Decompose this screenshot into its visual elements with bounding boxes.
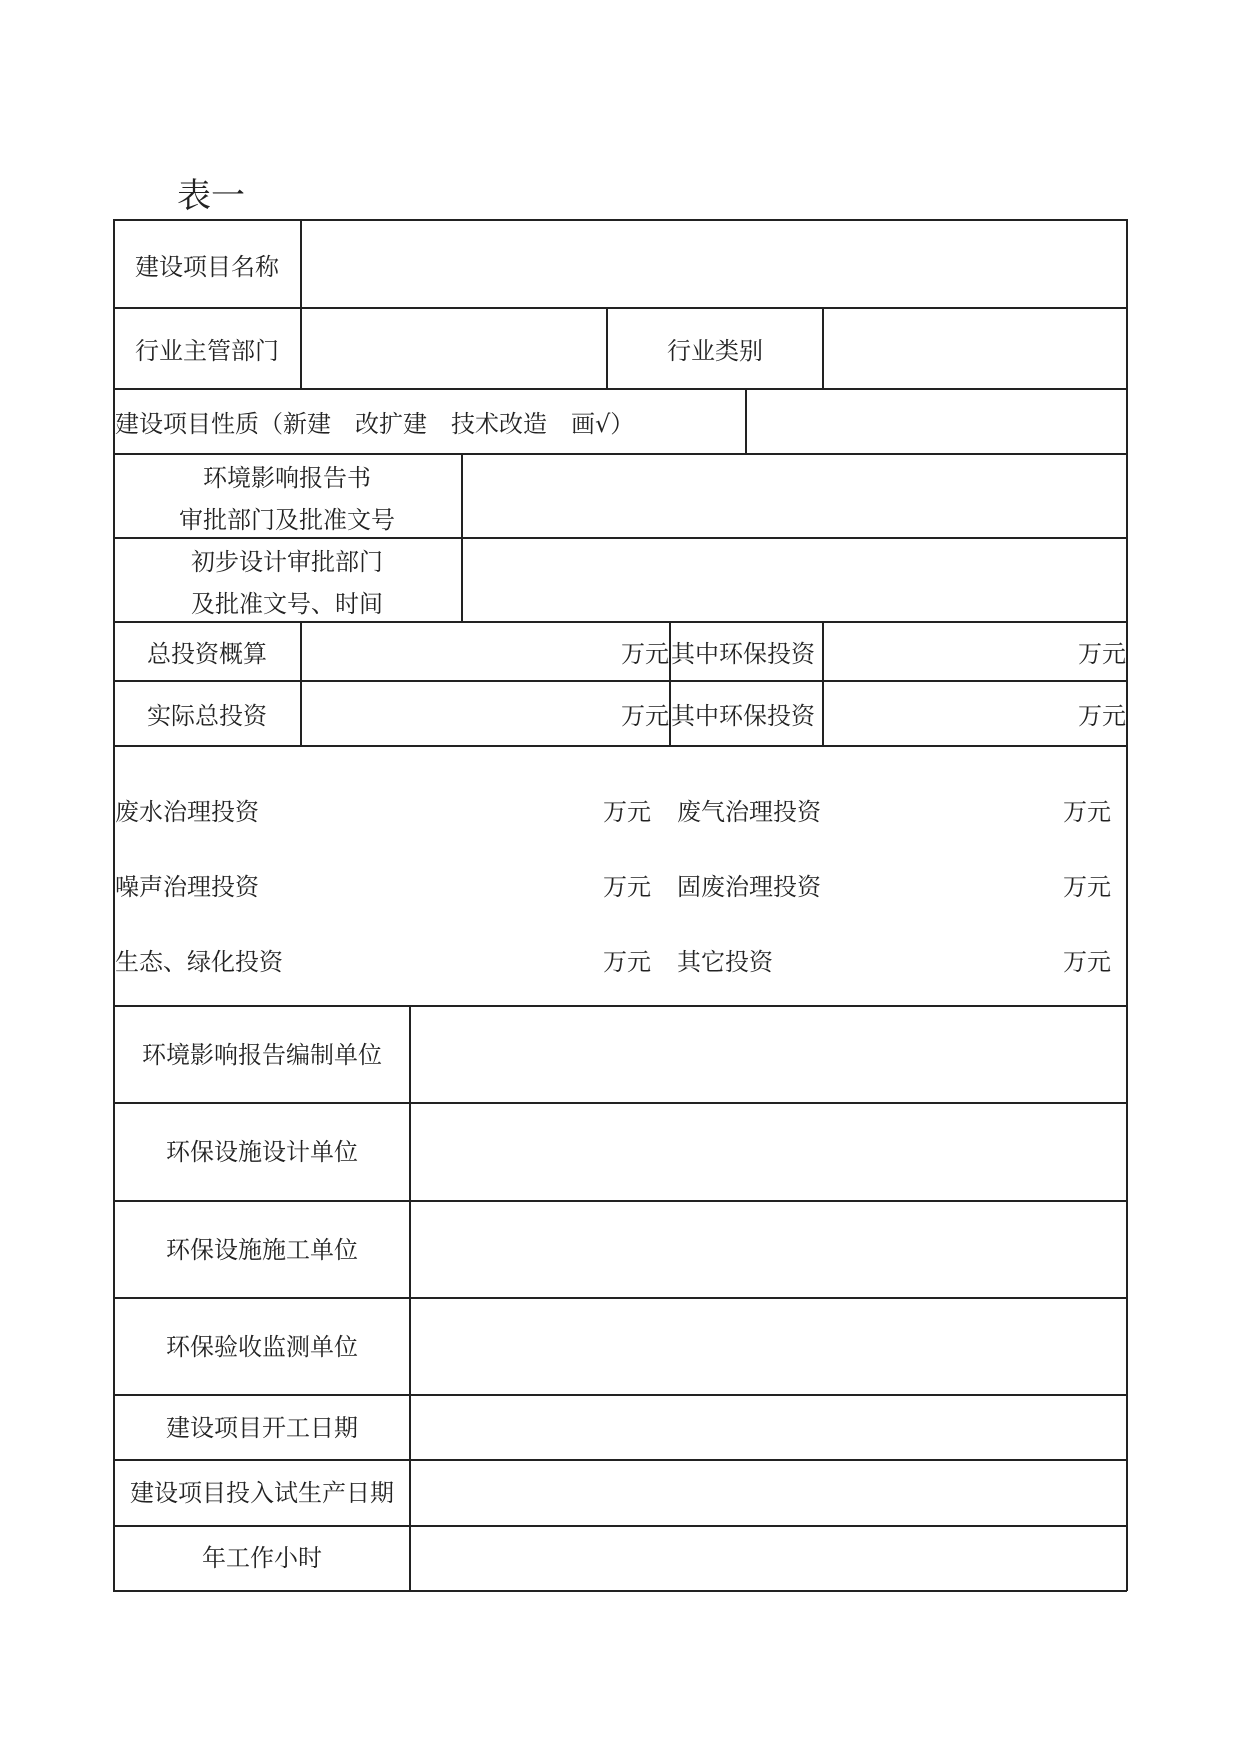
grid-line [822, 621, 824, 746]
grid-line [113, 219, 1127, 221]
grid-line [113, 1200, 1127, 1202]
grid-line [113, 1459, 1127, 1461]
unit-label: 万元 [603, 873, 651, 901]
grid-line [113, 1394, 1127, 1396]
label-acceptance-monitoring-unit: 环保验收监测单位 [166, 1333, 358, 1361]
grid-line [113, 680, 1127, 682]
label-facility-construction-unit: 环保设施施工单位 [166, 1236, 358, 1264]
grid-line [606, 307, 608, 389]
label-project-nature: 建设项目性质（新建 改扩建 技术改造 画√） [115, 410, 635, 438]
unit-label: 万元 [603, 948, 651, 976]
grid-line [113, 1297, 1127, 1299]
label-facility-design-unit: 环保设施设计单位 [166, 1138, 358, 1166]
unit-label: 万元 [1063, 873, 1111, 901]
grid-line [113, 621, 1127, 623]
label-wastewater-invest: 废水治理投资 [115, 798, 259, 826]
label-eco-green-invest: 生态、绿化投资 [115, 948, 283, 976]
label-design-approval-line1: 初步设计审批部门 [191, 548, 383, 576]
grid-line [113, 1525, 1127, 1527]
label-env-invest: 其中环保投资 [671, 640, 815, 668]
unit-label: 万元 [1078, 702, 1126, 730]
grid-line [113, 1005, 1127, 1007]
label-industry-dept: 行业主管部门 [135, 337, 279, 365]
label-start-date: 建设项目开工日期 [166, 1414, 358, 1442]
table-title: 表一 [177, 176, 245, 216]
grid-line [113, 1590, 1127, 1592]
unit-label: 万元 [603, 798, 651, 826]
label-trial-production-date: 建设项目投入试生产日期 [130, 1479, 394, 1507]
label-noise-invest: 噪声治理投资 [115, 873, 259, 901]
grid-line [113, 537, 1127, 539]
label-project-name: 建设项目名称 [135, 253, 279, 281]
label-design-approval-line2: 及批准文号、时间 [191, 590, 383, 618]
grid-line [745, 388, 747, 454]
grid-line [113, 1102, 1127, 1104]
grid-line [461, 453, 463, 622]
grid-line [113, 453, 1127, 455]
grid-line [113, 388, 1127, 390]
label-total-invest-est: 总投资概算 [147, 640, 267, 668]
label-eia-prep-unit: 环境影响报告编制单位 [142, 1041, 382, 1069]
label-industry-type: 行业类别 [667, 337, 763, 365]
unit-label: 万元 [621, 702, 669, 730]
unit-label: 万元 [621, 640, 669, 668]
label-eia-approval-line2: 审批部门及批准文号 [179, 506, 395, 534]
grid-line [822, 307, 824, 389]
grid-line [113, 745, 1127, 747]
unit-label: 万元 [1063, 948, 1111, 976]
label-annual-work-hours: 年工作小时 [202, 1544, 322, 1572]
label-actual-total-invest: 实际总投资 [147, 702, 267, 730]
label-eia-approval-line1: 环境影响报告书 [203, 464, 371, 492]
grid-line [113, 307, 1127, 309]
grid-line [1126, 219, 1128, 1591]
label-env-invest: 其中环保投资 [671, 702, 815, 730]
unit-label: 万元 [1063, 798, 1111, 826]
label-other-invest: 其它投资 [677, 948, 773, 976]
grid-line [300, 621, 302, 746]
unit-label: 万元 [1078, 640, 1126, 668]
grid-line [409, 1005, 411, 1591]
grid-line [300, 219, 302, 389]
label-solid-waste-invest: 固废治理投资 [677, 873, 821, 901]
label-exhaust-invest: 废气治理投资 [677, 798, 821, 826]
